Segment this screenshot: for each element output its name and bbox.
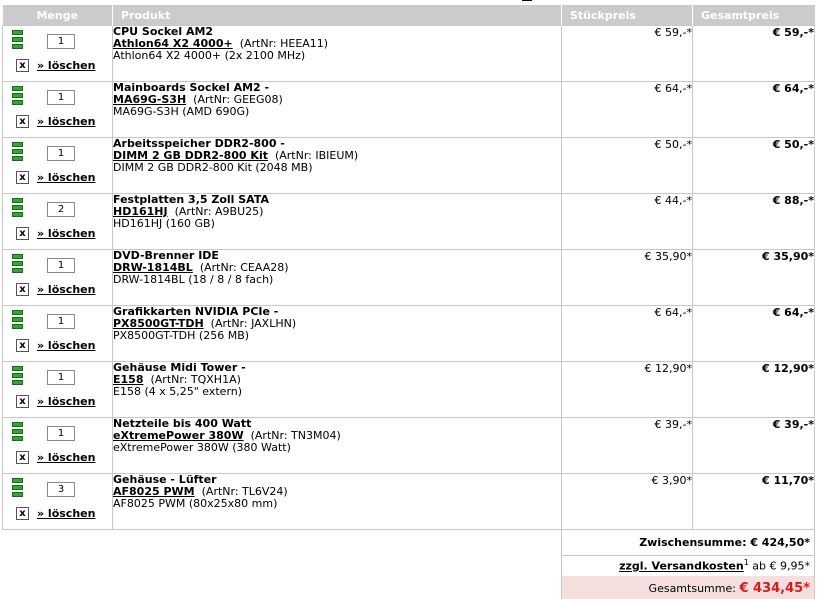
move-down-arrow-icon[interactable] [12,156,23,161]
header-produkt: Produkt [113,5,562,26]
reorder-handle-icon[interactable] [12,142,23,163]
product-model-link[interactable]: HD161HJ [113,205,168,218]
quantity-cell [3,250,113,306]
product-description: PX8500GT-TDH (256 MB) [113,329,250,342]
delete-checkbox-icon[interactable]: x [16,171,29,184]
delete-link[interactable]: » löschen [37,227,96,240]
move-down-arrow-icon[interactable] [12,100,23,105]
quantity-input[interactable] [47,426,75,441]
grip-icon [12,205,23,210]
subtotal-value: € 424,50* [750,536,810,549]
product-cell [113,418,562,474]
unit-price: € 3,90* [562,474,693,530]
cart-table [2,5,815,530]
grip-icon [12,485,23,490]
cart-rows [3,26,815,530]
move-up-arrow-icon[interactable] [12,478,23,483]
move-down-arrow-icon[interactable] [12,44,23,49]
product-category: Arbeitsspeicher DDR2-800 - [113,137,285,150]
product-description: eXtremePower 380W (380 Watt) [113,441,291,454]
row-total-price: € 64,-* [693,82,815,138]
reorder-handle-icon[interactable] [12,86,23,107]
delete-link[interactable]: » löschen [37,507,96,520]
quantity-cell [3,474,113,530]
unit-price: € 39,-* [562,418,693,474]
header-menge: Menge [3,5,113,26]
cart-row [3,474,815,530]
reorder-handle-icon[interactable] [12,366,23,387]
product-category: Grafikkarten NVIDIA PCIe - [113,305,279,318]
delete-link[interactable]: » löschen [37,115,96,128]
quantity-input[interactable] [47,314,75,329]
product-cell [113,82,562,138]
move-up-arrow-icon[interactable] [12,366,23,371]
unit-price: € 35,90* [562,250,693,306]
cart-row [3,82,815,138]
product-artnr: (ArtNr: CEAA28) [199,261,289,274]
product-cell [113,250,562,306]
quantity-input[interactable] [47,202,75,217]
shipping-row [561,556,815,576]
quantity-cell [3,138,113,194]
product-description: HD161HJ (160 GB) [113,217,215,230]
product-cell [113,138,562,194]
delete-checkbox-icon[interactable]: x [16,115,29,128]
row-total-price: € 11,70* [693,474,815,530]
move-up-arrow-icon[interactable] [12,422,23,427]
move-down-arrow-icon[interactable] [12,268,23,273]
cart-row [3,138,815,194]
delete-checkbox-icon[interactable]: x [16,395,29,408]
product-model-link[interactable]: MA69G-S3H [113,93,187,106]
reorder-handle-icon[interactable] [12,478,23,499]
quantity-input[interactable] [47,370,75,385]
grip-icon [12,429,23,434]
product-artnr: (ArtNr: GEEG08) [193,93,283,106]
product-cell [113,362,562,418]
grip-icon [12,93,23,98]
product-model-link[interactable]: E158 [113,373,144,386]
row-total-price: € 88,-* [693,194,815,250]
quantity-input[interactable] [47,146,75,161]
product-artnr: (ArtNr: A9BU25) [174,205,264,218]
product-artnr: (ArtNr: JAXLHN) [210,317,297,330]
move-up-arrow-icon[interactable] [12,30,23,35]
move-down-arrow-icon[interactable] [12,212,23,217]
product-artnr: (ArtNr: TL6V24) [201,485,288,498]
quantity-cell [3,194,113,250]
move-up-arrow-icon[interactable] [12,86,23,91]
quantity-cell [3,306,113,362]
product-description: AF8025 PWM (80x25x80 mm) [113,497,278,510]
cart-row [3,418,815,474]
unit-price: € 50,-* [562,138,693,194]
delete-checkbox-icon[interactable]: x [16,227,29,240]
quantity-input[interactable] [47,482,75,497]
shipping-costs-link[interactable]: zzgl. Versandkosten [619,559,744,573]
product-cell [113,474,562,530]
product-artnr: (ArtNr: TQXH1A) [150,373,241,386]
product-description: DIMM 2 GB DDR2-800 Kit (2048 MB) [113,161,313,174]
product-artnr: (ArtNr: IBIEUM) [274,149,359,162]
unit-price: € 64,-* [562,306,693,362]
subtotal-row [561,528,815,556]
grip-icon [12,373,23,378]
shipping-footnote-mark: 1 [743,558,749,567]
delete-link[interactable]: » löschen [37,395,96,408]
product-model-link[interactable]: eXtremePower 380W [113,429,244,442]
delete-link[interactable]: » löschen [37,451,96,464]
reorder-handle-icon[interactable] [12,422,23,443]
row-total-price: € 35,90* [693,250,815,306]
product-model-link[interactable]: DIMM 2 GB DDR2-800 Kit [113,149,268,162]
product-artnr: (ArtNr: TN3M04) [250,429,341,442]
row-total-price: € 64,-* [693,306,815,362]
move-up-arrow-icon[interactable] [12,310,23,315]
unit-price: € 44,-* [562,194,693,250]
reorder-handle-icon[interactable] [12,310,23,331]
product-category: Netzteile bis 400 Watt [113,417,252,430]
product-category: DVD-Brenner IDE [113,249,219,262]
delete-checkbox-icon[interactable]: x [16,507,29,520]
grip-icon [12,37,23,42]
row-total-price: € 50,-* [693,138,815,194]
row-total-price: € 39,-* [693,418,815,474]
delete-link[interactable]: » löschen [37,339,96,352]
product-category: Festplatten 3,5 Zoll SATA [113,193,270,206]
header-gesamtpreis: Gesamtpreis [693,5,815,26]
delete-checkbox-icon[interactable]: x [16,59,29,72]
product-artnr: (ArtNr: HEEA11) [239,37,329,50]
quantity-cell [3,362,113,418]
cart-row [3,250,815,306]
cart-row [3,306,815,362]
shipping-value: ab € 9,95* [752,559,810,573]
grand-total-value: € 434,45* [739,581,810,596]
product-model-link[interactable]: AF8025 PWM [113,485,195,498]
product-category: Gehäuse - Lüfter [113,473,217,486]
quantity-cell [3,82,113,138]
top-edge-mark [522,0,532,1]
move-up-arrow-icon[interactable] [12,142,23,147]
move-up-arrow-icon[interactable] [12,254,23,259]
quantity-cell [3,26,113,82]
delete-link[interactable]: » löschen [37,59,96,72]
quantity-input[interactable] [47,90,75,105]
product-cell [113,194,562,250]
grip-icon [12,149,23,154]
product-model-link[interactable]: DRW-1814BL [113,261,193,274]
delete-checkbox-icon[interactable]: x [16,283,29,296]
unit-price: € 12,90* [562,362,693,418]
product-category: CPU Sockel AM2 [113,25,214,38]
quantity-input[interactable] [47,34,75,49]
product-description: Athlon64 X2 4000+ (2x 2100 MHz) [113,49,306,62]
move-down-arrow-icon[interactable] [12,436,23,441]
grand-total-row [561,576,815,599]
product-model-link[interactable]: Athlon64 X2 4000+ [113,37,233,50]
move-down-arrow-icon[interactable] [12,380,23,385]
product-description: MA69G-S3H (AMD 690G) [113,105,250,118]
cart-header-row [3,5,815,26]
grip-icon [12,261,23,266]
delete-link[interactable]: » löschen [37,171,96,184]
row-total-price: € 12,90* [693,362,815,418]
cart-row [3,194,815,250]
product-description: E158 (4 x 5,25" extern) [113,385,243,398]
reorder-handle-icon[interactable] [12,254,23,275]
move-down-arrow-icon[interactable] [12,324,23,329]
cart-row [3,362,815,418]
delete-link[interactable]: » löschen [37,283,96,296]
move-up-arrow-icon[interactable] [12,198,23,203]
product-description: DRW-1814BL (18 / 8 / 8 fach) [113,273,274,286]
header-stueckpreis: Stückpreis [562,5,693,26]
grand-total-label: Gesamtsumme: [648,582,736,595]
quantity-input[interactable] [47,258,75,273]
unit-price: € 59,-* [562,26,693,82]
cart-row [3,26,815,82]
subtotal-label: Zwischensumme: [639,536,747,549]
product-cell [113,306,562,362]
product-category: Mainboards Sockel AM2 - [113,81,270,94]
unit-price: € 64,-* [562,82,693,138]
product-category: Gehäuse Midi Tower - [113,361,246,374]
reorder-handle-icon[interactable] [12,30,23,51]
reorder-handle-icon[interactable] [12,198,23,219]
delete-checkbox-icon[interactable]: x [16,451,29,464]
quantity-cell [3,418,113,474]
delete-checkbox-icon[interactable]: x [16,339,29,352]
move-down-arrow-icon[interactable] [12,492,23,497]
row-total-price: € 59,-* [693,26,815,82]
product-cell [113,26,562,82]
product-model-link[interactable]: PX8500GT-TDH [113,317,204,330]
grip-icon [12,317,23,322]
